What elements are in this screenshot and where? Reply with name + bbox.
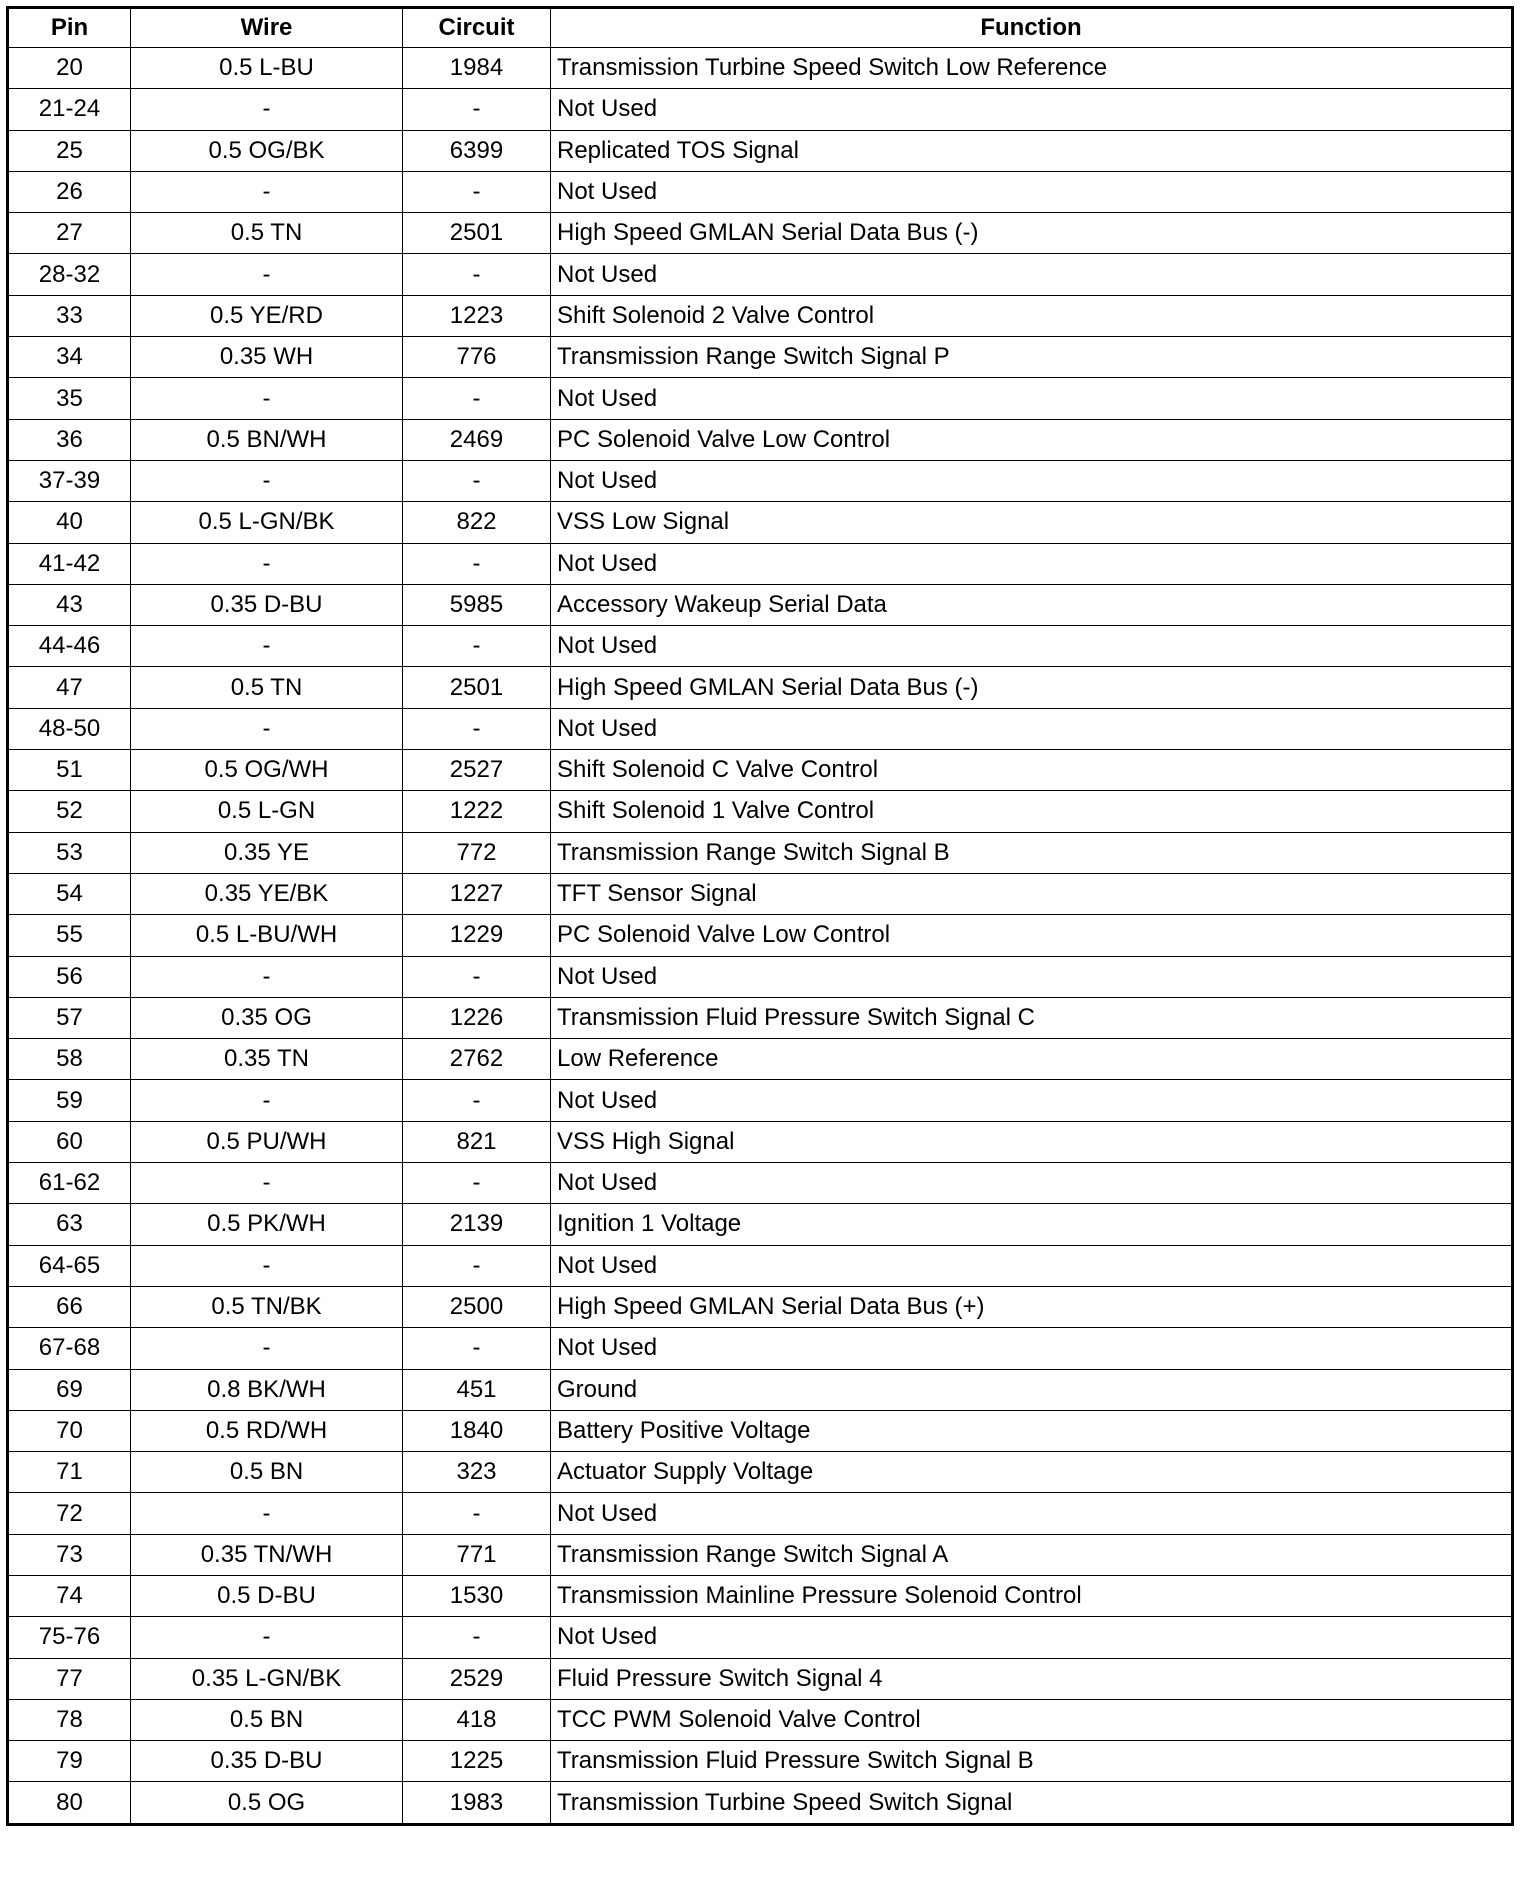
table-row <box>8 1534 1513 1575</box>
circuit-cell: - <box>403 378 551 419</box>
table-row <box>8 460 1513 501</box>
wire-cell: - <box>131 1080 403 1121</box>
circuit-cell: 822 <box>403 502 551 543</box>
wire-cell: - <box>131 171 403 212</box>
function-cell: Ignition 1 Voltage <box>551 1204 1513 1245</box>
wire-cell: 0.5 PU/WH <box>131 1121 403 1162</box>
pin-cell: 77 <box>8 1658 131 1699</box>
table-row <box>8 750 1513 791</box>
pin-cell: 40 <box>8 502 131 543</box>
function-cell: Not Used <box>551 1245 1513 1286</box>
header-function: Function <box>551 8 1513 48</box>
table-row <box>8 48 1513 89</box>
pin-cell: 44-46 <box>8 626 131 667</box>
function-cell: PC Solenoid Valve Low Control <box>551 419 1513 460</box>
pin-cell: 34 <box>8 337 131 378</box>
function-cell: Not Used <box>551 626 1513 667</box>
wire-cell: 0.35 D-BU <box>131 584 403 625</box>
table-row <box>8 419 1513 460</box>
wire-cell: 0.5 L-BU <box>131 48 403 89</box>
circuit-cell: 6399 <box>403 130 551 171</box>
pin-cell: 57 <box>8 997 131 1038</box>
function-cell: Transmission Turbine Speed Switch Low Reference <box>551 48 1513 89</box>
table-row <box>8 502 1513 543</box>
wire-cell: 0.8 BK/WH <box>131 1369 403 1410</box>
table-row <box>8 997 1513 1038</box>
function-cell: Transmission Fluid Pressure Switch Signal B <box>551 1741 1513 1782</box>
wire-cell: 0.5 L-GN/BK <box>131 502 403 543</box>
table-row <box>8 337 1513 378</box>
table-row <box>8 1204 1513 1245</box>
pin-cell: 41-42 <box>8 543 131 584</box>
pin-cell: 71 <box>8 1452 131 1493</box>
function-cell: VSS Low Signal <box>551 502 1513 543</box>
table-row <box>8 873 1513 914</box>
wire-cell: - <box>131 1245 403 1286</box>
table-row <box>8 171 1513 212</box>
pin-cell: 67-68 <box>8 1328 131 1369</box>
function-cell: Transmission Range Switch Signal B <box>551 832 1513 873</box>
pin-cell: 72 <box>8 1493 131 1534</box>
wire-cell: 0.35 OG <box>131 997 403 1038</box>
circuit-cell: - <box>403 708 551 749</box>
circuit-cell: 5985 <box>403 584 551 625</box>
header-wire: Wire <box>131 8 403 48</box>
circuit-cell: - <box>403 460 551 501</box>
circuit-cell: 1530 <box>403 1575 551 1616</box>
wire-cell: 0.5 TN <box>131 667 403 708</box>
table-row <box>8 1286 1513 1327</box>
wire-cell: 0.5 RD/WH <box>131 1410 403 1451</box>
function-cell: Not Used <box>551 378 1513 419</box>
wire-cell: 0.5 YE/RD <box>131 295 403 336</box>
circuit-cell: 418 <box>403 1699 551 1740</box>
table-row <box>8 89 1513 130</box>
pin-cell: 20 <box>8 48 131 89</box>
pin-cell: 75-76 <box>8 1617 131 1658</box>
table-row <box>8 1121 1513 1162</box>
circuit-cell: 2529 <box>403 1658 551 1699</box>
function-cell: Transmission Fluid Pressure Switch Signal C <box>551 997 1513 1038</box>
table-row <box>8 1493 1513 1534</box>
function-cell: TFT Sensor Signal <box>551 873 1513 914</box>
circuit-cell: 2501 <box>403 667 551 708</box>
table-row <box>8 1245 1513 1286</box>
circuit-cell: 1229 <box>403 915 551 956</box>
pin-cell: 60 <box>8 1121 131 1162</box>
header-pin: Pin <box>8 8 131 48</box>
table-row <box>8 378 1513 419</box>
circuit-cell: - <box>403 171 551 212</box>
function-cell: High Speed GMLAN Serial Data Bus (-) <box>551 667 1513 708</box>
table-row <box>8 213 1513 254</box>
circuit-cell: - <box>403 543 551 584</box>
pin-cell: 26 <box>8 171 131 212</box>
pin-cell: 25 <box>8 130 131 171</box>
function-cell: Not Used <box>551 708 1513 749</box>
wire-cell: - <box>131 956 403 997</box>
circuit-cell: 1840 <box>403 1410 551 1451</box>
function-cell: Shift Solenoid C Valve Control <box>551 750 1513 791</box>
function-cell: VSS High Signal <box>551 1121 1513 1162</box>
table-row <box>8 1410 1513 1451</box>
function-cell: Not Used <box>551 1617 1513 1658</box>
function-cell: Shift Solenoid 2 Valve Control <box>551 295 1513 336</box>
wire-cell: - <box>131 1617 403 1658</box>
pin-cell: 69 <box>8 1369 131 1410</box>
function-cell: Not Used <box>551 89 1513 130</box>
circuit-cell: - <box>403 956 551 997</box>
table-row <box>8 543 1513 584</box>
function-cell: Fluid Pressure Switch Signal 4 <box>551 1658 1513 1699</box>
wire-cell: - <box>131 708 403 749</box>
table-row <box>8 832 1513 873</box>
pin-cell: 33 <box>8 295 131 336</box>
circuit-cell: 1225 <box>403 1741 551 1782</box>
circuit-cell: - <box>403 1163 551 1204</box>
function-cell: Replicated TOS Signal <box>551 130 1513 171</box>
wire-cell: 0.5 L-GN <box>131 791 403 832</box>
wire-cell: 0.35 YE <box>131 832 403 873</box>
table-row <box>8 1163 1513 1204</box>
circuit-cell: 1223 <box>403 295 551 336</box>
wire-cell: 0.35 D-BU <box>131 1741 403 1782</box>
wire-cell: - <box>131 1163 403 1204</box>
table-row <box>8 130 1513 171</box>
table-row <box>8 1039 1513 1080</box>
pin-cell: 61-62 <box>8 1163 131 1204</box>
table-row <box>8 295 1513 336</box>
table-row <box>8 1617 1513 1658</box>
function-cell: TCC PWM Solenoid Valve Control <box>551 1699 1513 1740</box>
function-cell: Transmission Range Switch Signal A <box>551 1534 1513 1575</box>
pin-cell: 78 <box>8 1699 131 1740</box>
table-row <box>8 626 1513 667</box>
wire-cell: 0.5 D-BU <box>131 1575 403 1616</box>
circuit-cell: - <box>403 626 551 667</box>
wire-cell: 0.35 TN/WH <box>131 1534 403 1575</box>
pin-cell: 56 <box>8 956 131 997</box>
circuit-cell: 1226 <box>403 997 551 1038</box>
wire-cell: 0.5 TN <box>131 213 403 254</box>
table-row <box>8 254 1513 295</box>
table-row <box>8 584 1513 625</box>
wire-cell: 0.35 L-GN/BK <box>131 1658 403 1699</box>
pin-cell: 27 <box>8 213 131 254</box>
circuit-cell: 2139 <box>403 1204 551 1245</box>
pin-cell: 70 <box>8 1410 131 1451</box>
circuit-cell: - <box>403 1328 551 1369</box>
wire-cell: - <box>131 1328 403 1369</box>
function-cell: Shift Solenoid 1 Valve Control <box>551 791 1513 832</box>
pin-cell: 47 <box>8 667 131 708</box>
pin-cell: 66 <box>8 1286 131 1327</box>
circuit-cell: 1983 <box>403 1782 551 1824</box>
pin-cell: 54 <box>8 873 131 914</box>
table-row <box>8 791 1513 832</box>
function-cell: Not Used <box>551 171 1513 212</box>
pin-cell: 52 <box>8 791 131 832</box>
wire-cell: 0.35 TN <box>131 1039 403 1080</box>
wire-cell: - <box>131 89 403 130</box>
table-row <box>8 1699 1513 1740</box>
function-cell: PC Solenoid Valve Low Control <box>551 915 1513 956</box>
wire-cell: 0.35 WH <box>131 337 403 378</box>
function-cell: Not Used <box>551 460 1513 501</box>
circuit-cell: 451 <box>403 1369 551 1410</box>
table-row <box>8 915 1513 956</box>
function-cell: Accessory Wakeup Serial Data <box>551 584 1513 625</box>
function-cell: Transmission Mainline Pressure Solenoid Control <box>551 1575 1513 1616</box>
pin-cell: 48-50 <box>8 708 131 749</box>
circuit-cell: 771 <box>403 1534 551 1575</box>
function-cell: High Speed GMLAN Serial Data Bus (+) <box>551 1286 1513 1327</box>
wire-cell: 0.5 PK/WH <box>131 1204 403 1245</box>
circuit-cell: - <box>403 1617 551 1658</box>
table-row <box>8 1328 1513 1369</box>
function-cell: Transmission Range Switch Signal P <box>551 337 1513 378</box>
function-cell: Actuator Supply Voltage <box>551 1452 1513 1493</box>
wire-cell: - <box>131 1493 403 1534</box>
header-circuit: Circuit <box>403 8 551 48</box>
circuit-cell: - <box>403 1080 551 1121</box>
function-cell: Not Used <box>551 1080 1513 1121</box>
wire-cell: 0.5 OG <box>131 1782 403 1824</box>
function-cell: High Speed GMLAN Serial Data Bus (-) <box>551 213 1513 254</box>
pin-cell: 73 <box>8 1534 131 1575</box>
pin-cell: 36 <box>8 419 131 460</box>
wire-cell: - <box>131 378 403 419</box>
wire-cell: 0.5 OG/BK <box>131 130 403 171</box>
circuit-cell: 1222 <box>403 791 551 832</box>
pin-cell: 21-24 <box>8 89 131 130</box>
pin-cell: 55 <box>8 915 131 956</box>
function-cell: Not Used <box>551 1328 1513 1369</box>
pin-cell: 74 <box>8 1575 131 1616</box>
circuit-cell: 1227 <box>403 873 551 914</box>
function-cell: Not Used <box>551 254 1513 295</box>
wire-cell: - <box>131 626 403 667</box>
pin-cell: 79 <box>8 1741 131 1782</box>
table-row <box>8 1080 1513 1121</box>
table-row <box>8 1658 1513 1699</box>
wire-cell: 0.5 OG/WH <box>131 750 403 791</box>
circuit-cell: 821 <box>403 1121 551 1162</box>
pin-cell: 53 <box>8 832 131 873</box>
pin-cell: 58 <box>8 1039 131 1080</box>
function-cell: Battery Positive Voltage <box>551 1410 1513 1451</box>
wire-cell: - <box>131 543 403 584</box>
pin-cell: 28-32 <box>8 254 131 295</box>
wire-cell: - <box>131 254 403 295</box>
wire-cell: - <box>131 460 403 501</box>
header-row <box>8 8 1513 48</box>
circuit-cell: 323 <box>403 1452 551 1493</box>
pin-cell: 80 <box>8 1782 131 1824</box>
circuit-cell: 2500 <box>403 1286 551 1327</box>
table-row <box>8 1782 1513 1824</box>
wire-cell: 0.5 BN/WH <box>131 419 403 460</box>
circuit-cell: - <box>403 1245 551 1286</box>
circuit-cell: 1984 <box>403 48 551 89</box>
wire-cell: 0.5 BN <box>131 1452 403 1493</box>
circuit-cell: 772 <box>403 832 551 873</box>
circuit-cell: 2469 <box>403 419 551 460</box>
pin-cell: 43 <box>8 584 131 625</box>
wire-cell: 0.5 BN <box>131 1699 403 1740</box>
table-row <box>8 667 1513 708</box>
pin-cell: 63 <box>8 1204 131 1245</box>
circuit-cell: - <box>403 1493 551 1534</box>
function-cell: Low Reference <box>551 1039 1513 1080</box>
circuit-cell: - <box>403 89 551 130</box>
table-row <box>8 1575 1513 1616</box>
wire-cell: 0.5 TN/BK <box>131 1286 403 1327</box>
table-row <box>8 956 1513 997</box>
function-cell: Not Used <box>551 1493 1513 1534</box>
function-cell: Ground <box>551 1369 1513 1410</box>
wire-cell: 0.5 L-BU/WH <box>131 915 403 956</box>
circuit-cell: - <box>403 254 551 295</box>
pinout-table <box>6 6 1514 1826</box>
function-cell: Not Used <box>551 1163 1513 1204</box>
table-row <box>8 708 1513 749</box>
table-row <box>8 1741 1513 1782</box>
circuit-cell: 776 <box>403 337 551 378</box>
function-cell: Not Used <box>551 543 1513 584</box>
function-cell: Not Used <box>551 956 1513 997</box>
pin-cell: 37-39 <box>8 460 131 501</box>
circuit-cell: 2527 <box>403 750 551 791</box>
wire-cell: 0.35 YE/BK <box>131 873 403 914</box>
circuit-cell: 2762 <box>403 1039 551 1080</box>
pin-cell: 35 <box>8 378 131 419</box>
pin-cell: 59 <box>8 1080 131 1121</box>
table-row <box>8 1452 1513 1493</box>
pin-cell: 64-65 <box>8 1245 131 1286</box>
circuit-cell: 2501 <box>403 213 551 254</box>
pin-cell: 51 <box>8 750 131 791</box>
function-cell: Transmission Turbine Speed Switch Signal <box>551 1782 1513 1824</box>
table-row <box>8 1369 1513 1410</box>
table-body <box>8 48 1513 1825</box>
